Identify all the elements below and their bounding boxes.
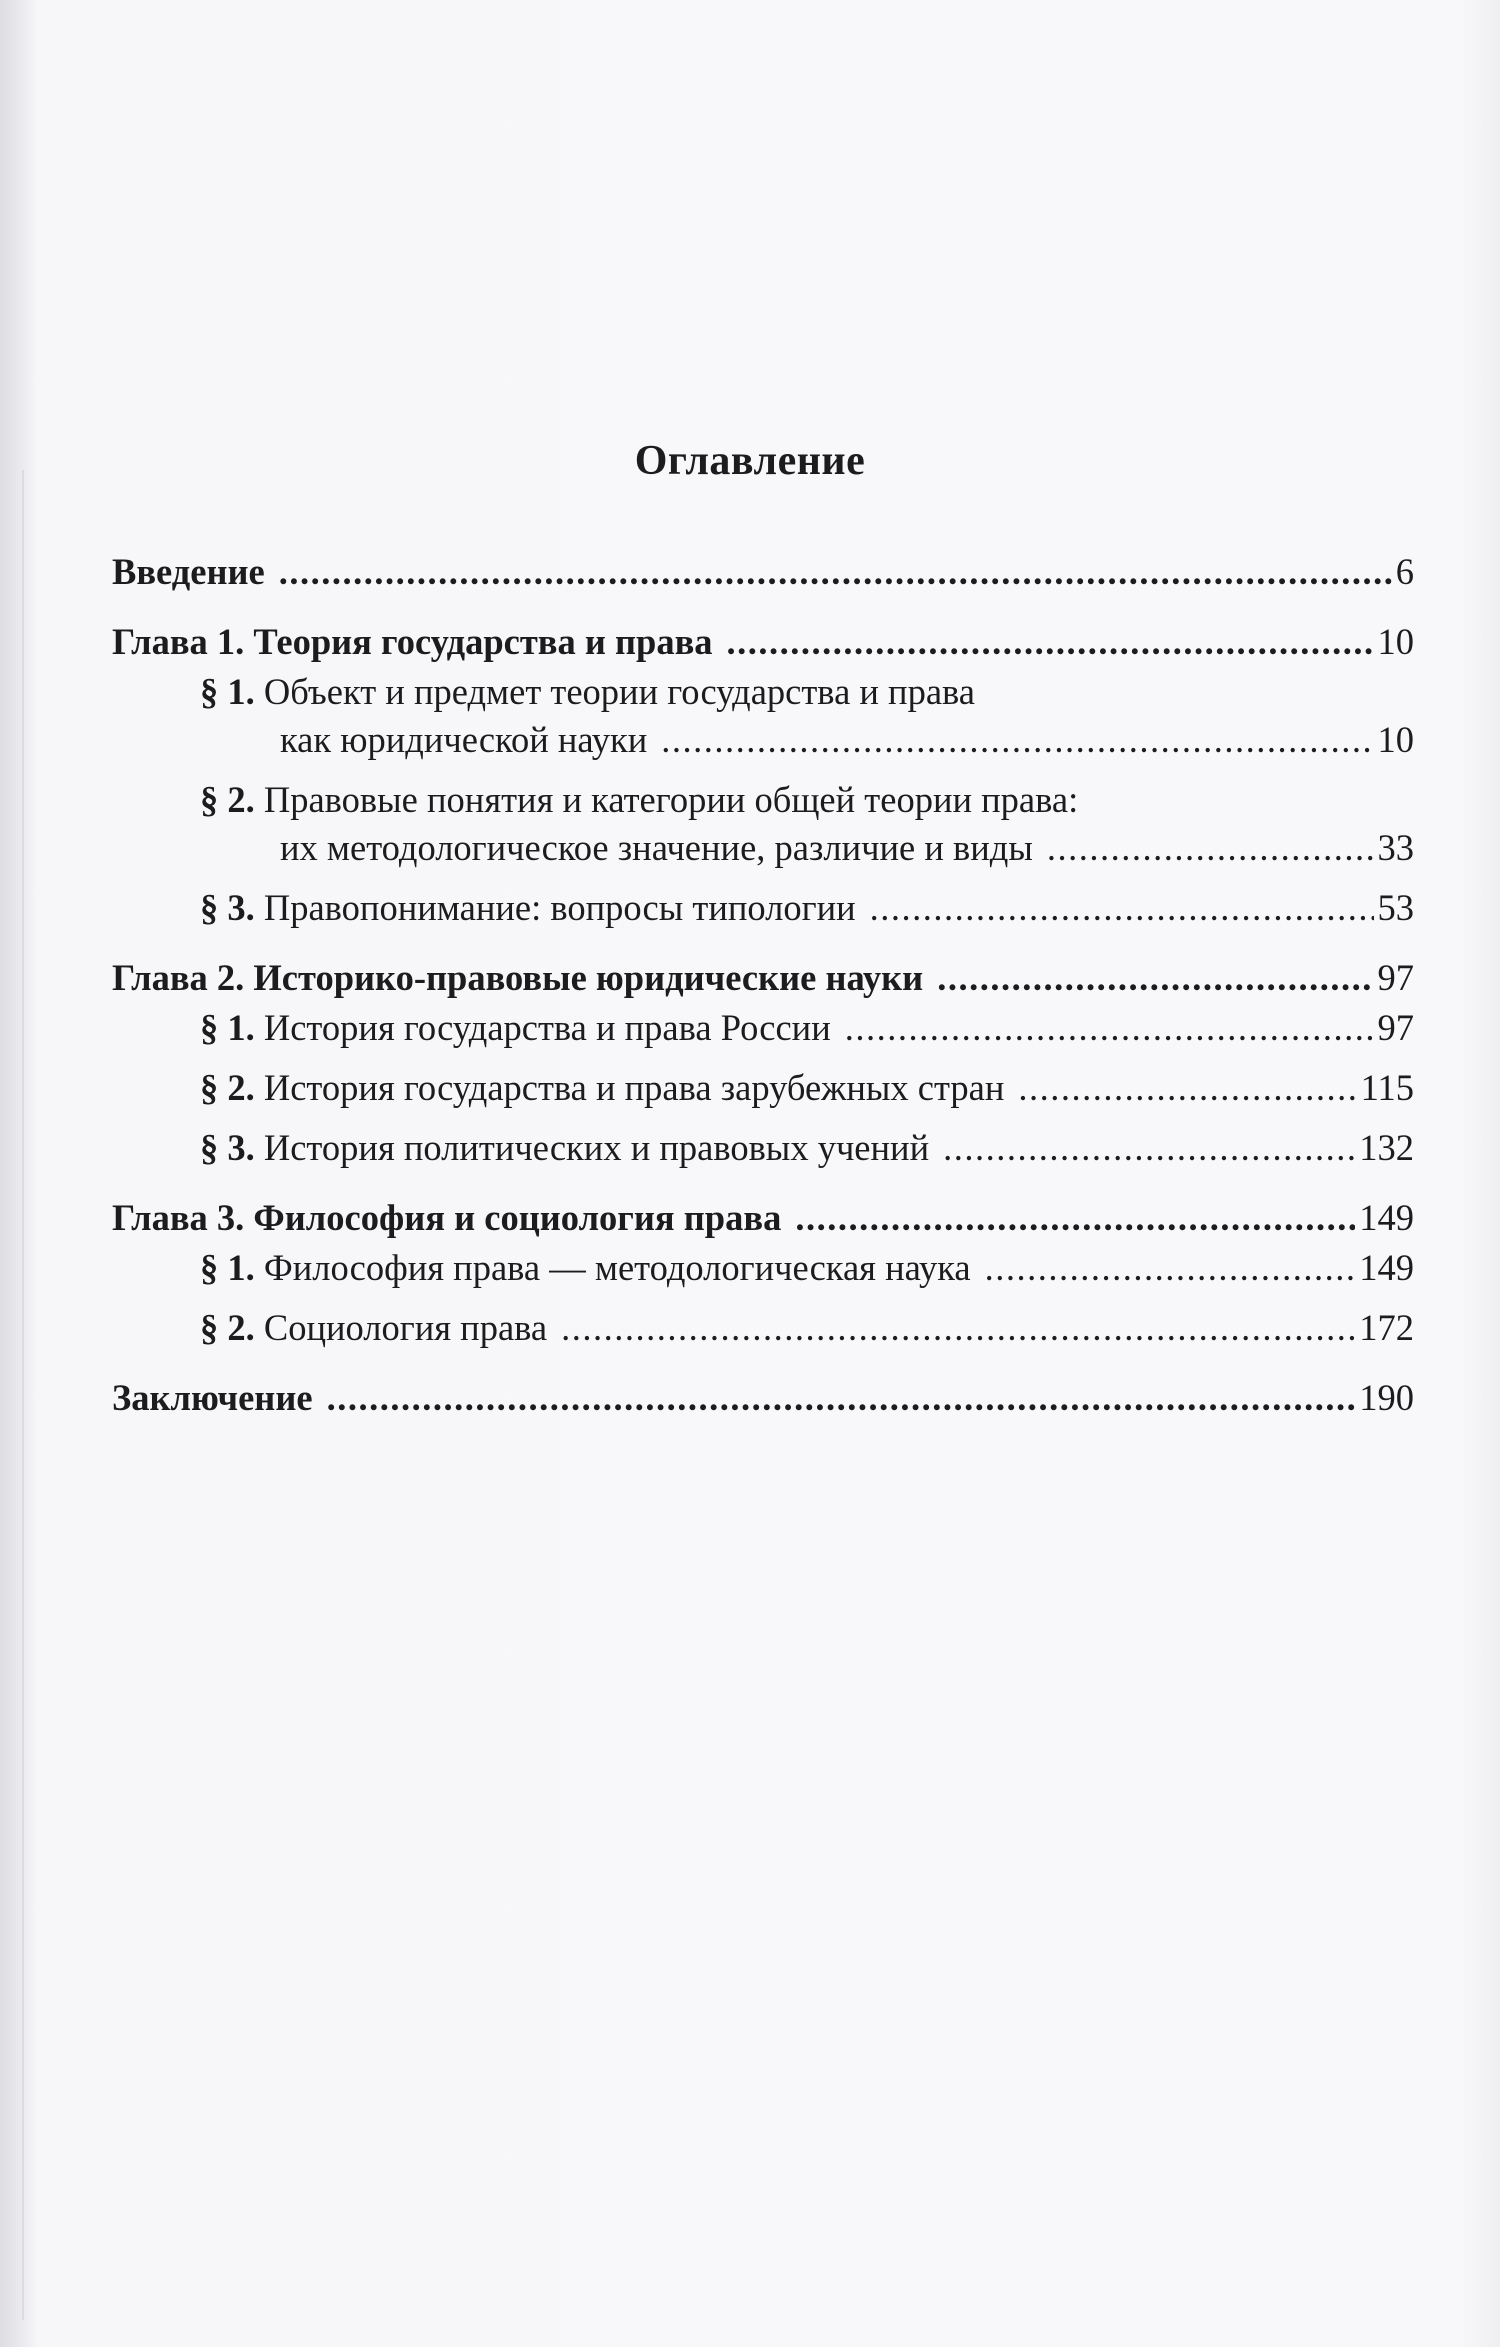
toc-entry-label xyxy=(200,1244,971,1292)
toc-page-number: 97 xyxy=(1377,957,1414,998)
toc-entry-ch2-section-2 xyxy=(112,1064,1414,1112)
toc-page-number: 149 xyxy=(1359,1247,1414,1288)
section-number: § 2. xyxy=(200,1067,255,1108)
toc-entry-label: Введение xyxy=(112,551,265,592)
toc-page-number: 149 xyxy=(1359,1197,1414,1238)
page-edge-line xyxy=(22,470,24,2320)
section-title-line-2: как юридической науки xyxy=(280,719,648,760)
section-number: § 3. xyxy=(200,1127,255,1168)
toc-entry-ch2-section-3 xyxy=(112,1124,1414,1172)
toc-entry-label: Глава 2. Историко-правовые юридические науки xyxy=(112,957,924,998)
toc-page-number: 115 xyxy=(1360,1067,1414,1108)
toc-entry-conclusion xyxy=(112,1374,1414,1422)
dot-leader xyxy=(327,1374,1356,1422)
dot-leader xyxy=(795,1194,1355,1242)
section-title: История политических и правовых учений xyxy=(263,1127,930,1168)
toc-entry-label: Глава 3. Философия и социология права xyxy=(112,1197,782,1238)
section-title-line-1: Правовые понятия и категории общей теории права: xyxy=(263,779,1079,820)
toc-entry-ch2-section-1 xyxy=(112,1004,1414,1052)
section-number: § 2. xyxy=(200,1307,255,1348)
toc-entry-label: Заключение xyxy=(112,1377,313,1418)
dot-leader xyxy=(937,954,1373,1002)
dot-leader xyxy=(845,1004,1374,1052)
section-title: Правопонимание: вопросы типологии xyxy=(263,887,856,928)
section-number: § 1. xyxy=(200,1007,255,1048)
section-number: § 1. xyxy=(200,671,255,712)
section-title: Философия права — методологическая наука xyxy=(263,1247,971,1288)
dot-leader xyxy=(943,1124,1355,1172)
toc-entry-label xyxy=(200,1304,547,1352)
page-edge-shadow xyxy=(0,0,38,2347)
toc-page-number: 6 xyxy=(1395,551,1414,592)
toc-page-number: 172 xyxy=(1359,1307,1414,1348)
toc-entry-chapter-2 xyxy=(112,954,1414,1002)
dot-leader xyxy=(661,716,1373,764)
dot-leader xyxy=(1018,1064,1356,1112)
toc-entry-intro xyxy=(112,548,1414,596)
section-title: Социология права xyxy=(263,1307,548,1348)
toc-entry-label xyxy=(112,668,1414,716)
dot-leader xyxy=(870,884,1374,932)
toc-entry-ch1-section-1 xyxy=(112,668,1414,764)
toc-entry-ch1-section-2 xyxy=(112,776,1414,872)
toc-entry-label xyxy=(200,1124,929,1172)
dot-leader xyxy=(727,618,1374,666)
toc-entry-ch1-section-3 xyxy=(112,884,1414,932)
toc-entry-label xyxy=(200,884,856,932)
dot-leader xyxy=(985,1244,1356,1292)
toc-page-number: 33 xyxy=(1377,827,1414,868)
toc-page-number: 190 xyxy=(1359,1377,1414,1418)
section-number: § 3. xyxy=(200,887,255,928)
toc-page-number: 132 xyxy=(1359,1127,1414,1168)
section-number: § 2. xyxy=(200,779,255,820)
toc-entry-ch3-section-2 xyxy=(112,1304,1414,1352)
section-title: История государства и права России xyxy=(263,1007,831,1048)
toc-entry-label xyxy=(200,1004,831,1052)
toc-entry-label: Глава 1. Теория государства и права xyxy=(112,621,713,662)
dot-leader xyxy=(561,1304,1355,1352)
section-number: § 1. xyxy=(200,1247,255,1288)
toc-page-number: 10 xyxy=(1377,719,1414,760)
toc-entry-chapter-1 xyxy=(112,618,1414,666)
toc-entry-chapter-3 xyxy=(112,1194,1414,1242)
section-title-line-1: Объект и предмет теории государства и права xyxy=(263,671,975,712)
toc-entry-label xyxy=(112,776,1414,824)
toc-page-number: 53 xyxy=(1377,887,1414,928)
toc-page-number: 97 xyxy=(1377,1007,1414,1048)
page-title: Оглавление xyxy=(634,438,866,484)
toc-entry-label xyxy=(200,1064,1004,1112)
toc-entry-ch3-section-1 xyxy=(112,1244,1414,1292)
dot-leader xyxy=(1047,824,1374,872)
section-title-line-2: их методологическое значение, различие и виды xyxy=(280,827,1033,868)
table-of-contents xyxy=(112,548,1414,1422)
dot-leader xyxy=(279,548,1392,596)
section-title: История государства и права зарубежных стран xyxy=(263,1067,1005,1108)
toc-page-number: 10 xyxy=(1377,621,1414,662)
